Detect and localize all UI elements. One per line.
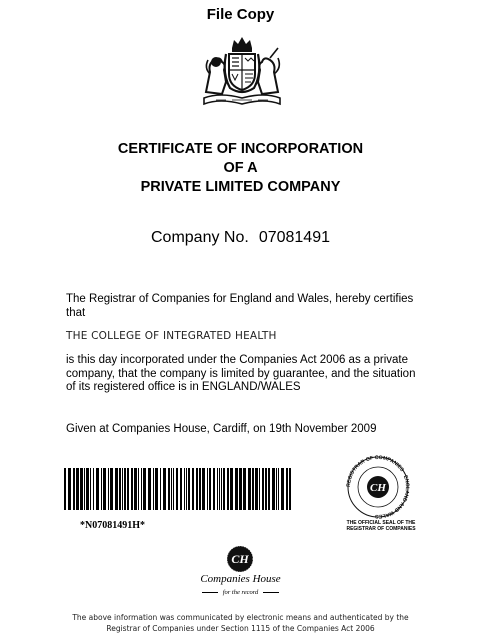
barcode-bar (221, 468, 222, 510)
companies-house-name: Companies House (200, 573, 281, 585)
barcode-bar (76, 468, 79, 510)
barcode-bar (239, 468, 242, 510)
barcode-bar (127, 468, 129, 510)
barcode-bar (243, 468, 246, 510)
given-at-paragraph: Given at Companies House, Cardiff, on 19th November 2009 (66, 423, 377, 435)
certificate-title-line-3: PRIVATE LIMITED COMPANY (140, 179, 341, 195)
barcode-bar (255, 468, 258, 510)
barcode-bar (122, 468, 123, 510)
barcode-bar (93, 468, 94, 510)
barcode-bar (272, 468, 275, 510)
barcode-bar (289, 468, 291, 510)
barcode-bar (207, 468, 208, 510)
seal-ring-text: REGISTRAR OF COMPANIES · ENGLAND AND WALES (345, 455, 411, 519)
barcode-bar (192, 468, 194, 510)
barcode-bar (248, 468, 251, 510)
tagline-text: for the record (222, 589, 259, 596)
barcode-bar (268, 468, 270, 510)
barcode-bar (134, 468, 137, 510)
companies-house-tagline (0, 589, 481, 596)
barcode-bar (110, 468, 113, 510)
barcode-bar (73, 468, 75, 510)
barcode-bar (143, 468, 146, 510)
barcode-bar (276, 468, 277, 510)
barcode-text: *N07081491H* (80, 520, 145, 531)
company-number-value: 07081491 (258, 229, 330, 246)
barcode-bar (209, 468, 211, 510)
barcode-bar (90, 468, 91, 510)
barcode-bar (119, 468, 121, 510)
barcode-bar (101, 468, 102, 510)
barcode-bar (286, 468, 288, 510)
barcode-bar (148, 468, 151, 510)
barcode-bar (184, 468, 185, 510)
seal-caption-line-2: REGISTRAR OF COMPANIES (346, 526, 416, 532)
incorporation-paragraph: is this day incorporated under the Companies Act 2006 as a private company, that the company is limited by guarantee, and the situation of its registered office is in ENGLAND/WALES (66, 354, 416, 393)
company-name: THE COLLEGE OF INTEGRATED HEALTH (66, 330, 277, 342)
barcode-bar (96, 468, 99, 510)
barcode-bar (163, 468, 166, 510)
barcode-bar (202, 468, 205, 510)
barcode-bar (84, 468, 85, 510)
barcode-bar (115, 468, 118, 510)
barcode-bar (131, 468, 133, 510)
barcode-bar (186, 468, 187, 510)
barcode-bar (217, 468, 218, 510)
barcode-bar (168, 468, 170, 510)
barcode-bar (188, 468, 190, 510)
barcode-bar (173, 468, 174, 510)
barcode-bar (230, 468, 233, 510)
barcode-bar (262, 468, 264, 510)
seal-caption-line-1: THE OFFICIAL SEAL OF THE (346, 520, 416, 526)
barcode-bar (103, 468, 106, 510)
barcode-bar (141, 468, 142, 510)
barcode-bar (64, 468, 66, 510)
companies-house-logo-icon (225, 544, 255, 574)
authentication-footer (0, 612, 481, 634)
footer-line-2: Registrar of Companies under Section 1115 of the Companies Act 2006 (106, 624, 375, 633)
barcode-bar (180, 468, 182, 510)
barcode-bar (219, 468, 220, 510)
barcode-bar (265, 468, 267, 510)
company-number (0, 229, 481, 247)
barcode-bar (259, 468, 260, 510)
registrar-seal-icon (336, 455, 420, 519)
file-copy-label: File Copy (206, 6, 275, 23)
footer-line-1: The above information was communicated by electronic means and authenticated by the (72, 613, 409, 622)
certifies-paragraph: The Registrar of Companies for England and Wales, hereby certifies that (66, 293, 414, 319)
company-number-label: Company No. (150, 229, 249, 246)
barcode-bar (252, 468, 254, 510)
barcode-bar (227, 468, 229, 510)
barcode-bar (138, 468, 139, 510)
barcode-bar (160, 468, 161, 510)
barcode-icon (64, 468, 294, 510)
certificate-title-line-1: CERTIFICATE OF INCORPORATION (117, 141, 364, 157)
companies-house-monogram: CH (231, 552, 249, 566)
barcode-bar (176, 468, 178, 510)
tagline-dash-right (263, 592, 279, 593)
barcode-bar (124, 468, 126, 510)
barcode-bar (196, 468, 198, 510)
tagline-dash-left (202, 592, 218, 593)
barcode-bar (235, 468, 238, 510)
barcode-bar (153, 468, 154, 510)
barcode-bar (199, 468, 201, 510)
barcode-bar (223, 468, 225, 510)
certificate-title-line-2: OF A (223, 160, 258, 176)
barcode-bar (80, 468, 83, 510)
barcode-bar (155, 468, 158, 510)
barcode-bar (171, 468, 172, 510)
barcode-bar (213, 468, 215, 510)
barcode-bar (68, 468, 71, 510)
barcode-bar (108, 468, 109, 510)
barcode-bar (86, 468, 89, 510)
seal-caption (326, 520, 436, 532)
barcode-bar (281, 468, 284, 510)
seal-monogram: CH (370, 482, 386, 494)
royal-coat-of-arms-icon (196, 34, 288, 108)
barcode-bar (278, 468, 279, 510)
